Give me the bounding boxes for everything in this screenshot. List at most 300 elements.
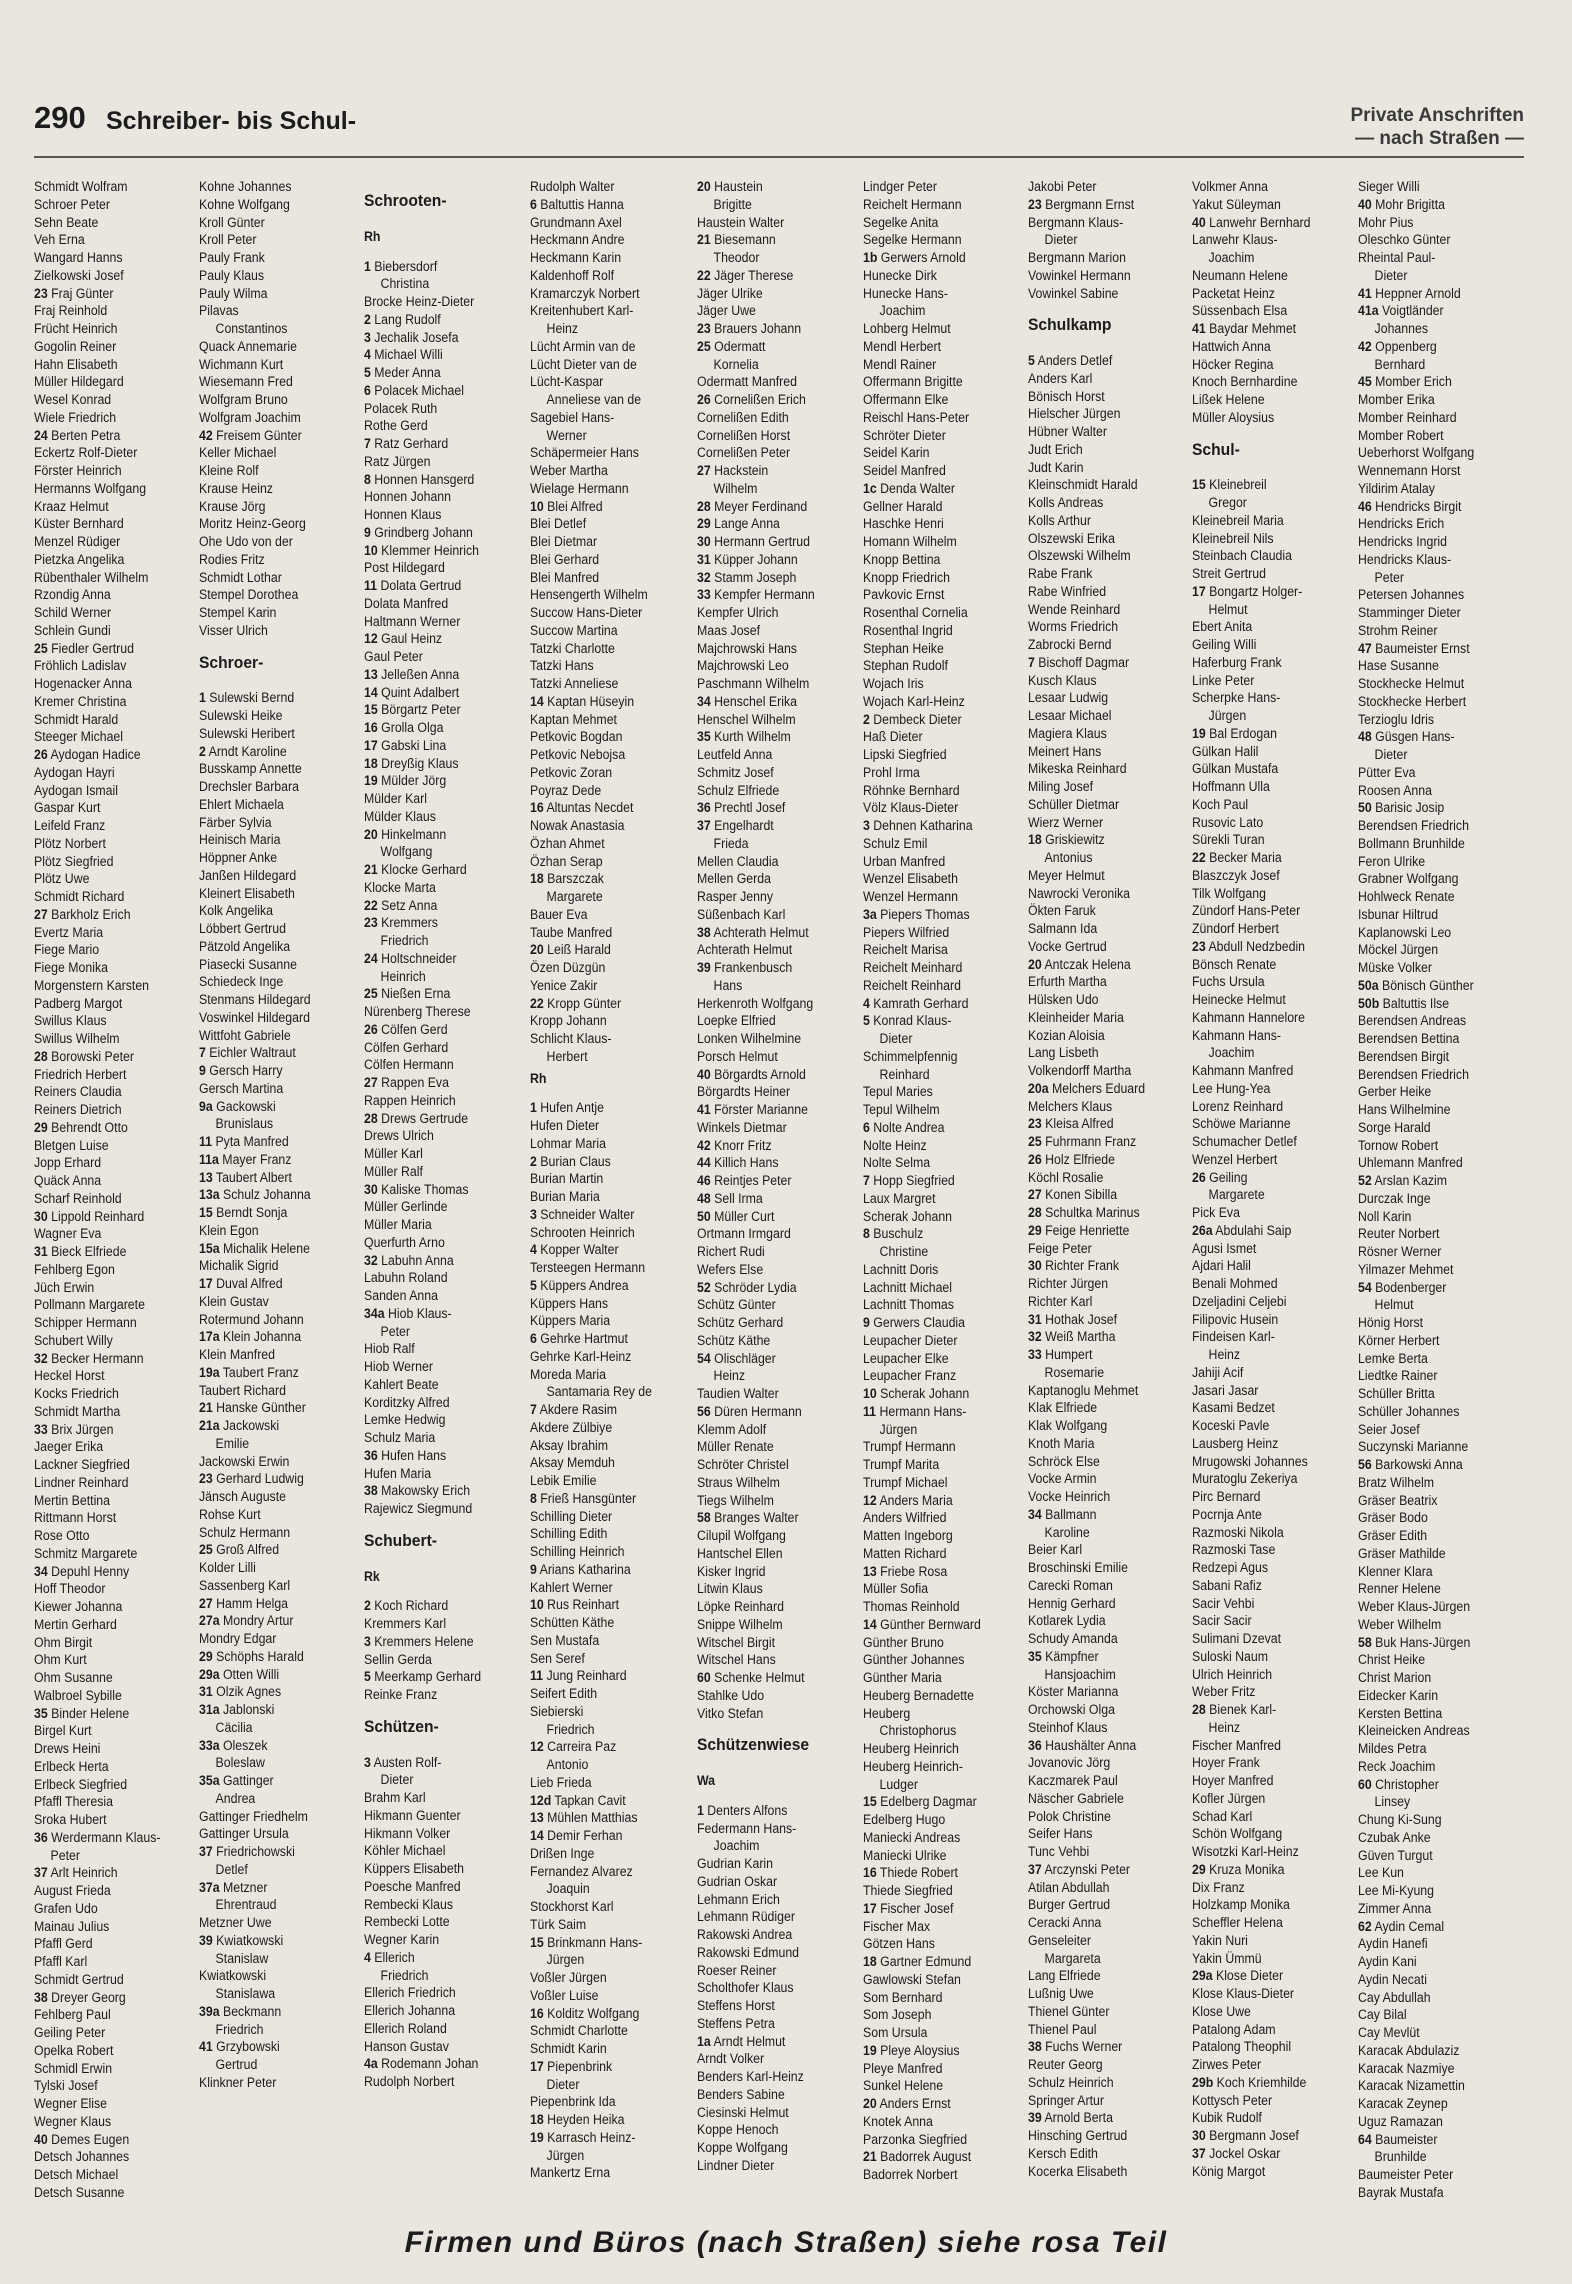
listing-entry: Weber Klaus-Jürgen bbox=[1358, 1599, 1471, 1614]
listing-entry: 37 Arczynski Peter bbox=[1028, 1861, 1131, 1877]
listing-entry: 36 Werdermann Klaus- bbox=[34, 1829, 161, 1845]
listing-entry: 21 Badorrek August bbox=[863, 2149, 972, 2165]
listing-entry: Detsch Susanne bbox=[34, 2184, 125, 2200]
listing-continuation: Jürgen bbox=[546, 1952, 585, 1968]
listing-entry: Schmidt Harald bbox=[34, 711, 119, 727]
listing-continuation: Christophorus bbox=[879, 1723, 957, 1739]
listing-entry: Gülkan Halil bbox=[1192, 743, 1259, 759]
listing-entry: Schön Wolfgang bbox=[1192, 1826, 1283, 1842]
listing-entry: Offermann Elke bbox=[863, 392, 949, 407]
listing-entry: Poyraz Dede bbox=[530, 782, 602, 798]
listing-entry: 33 Brix Jürgen bbox=[34, 1421, 114, 1437]
listing-entry: Reinke Franz bbox=[364, 1687, 438, 1702]
listing-entry: Reuter Georg bbox=[1028, 2057, 1103, 2072]
listing-entry: 52 Schröder Lydia bbox=[697, 1279, 797, 1295]
listing-entry: Rosenthal Ingrid bbox=[863, 622, 953, 638]
listing-entry: Richert Rudi bbox=[697, 1244, 765, 1259]
listing-entry: Kolder Lilli bbox=[199, 1560, 256, 1575]
house-number: 13 bbox=[863, 1563, 877, 1579]
district-code: Rh bbox=[364, 228, 381, 244]
listing-continuation: Heinz bbox=[546, 321, 579, 336]
listing-entry: 25 Groß Alfred bbox=[199, 1542, 280, 1558]
listing-entry: Kersten Bettina bbox=[1358, 1705, 1443, 1721]
listing-entry: Tornow Robert bbox=[1358, 1137, 1439, 1153]
listing-entry: Voßler Jürgen bbox=[530, 1970, 607, 1985]
listing-entry: 15a Michalik Helene bbox=[199, 1240, 310, 1256]
listing-entry: Erlbeck Herta bbox=[34, 1758, 109, 1774]
street-heading: Schrooten- bbox=[364, 191, 447, 210]
listing-entry: Jasari Jasar bbox=[1192, 1382, 1259, 1398]
listing-entry: Hülsken Udo bbox=[1028, 992, 1099, 1007]
listing-entry: Atilan Abdullah bbox=[1028, 1879, 1110, 1895]
house-number: 9a bbox=[199, 1098, 213, 1114]
listing-entry: Erlbeck Siegfried bbox=[34, 1776, 128, 1792]
listing-entry: Dolata Manfred bbox=[364, 595, 449, 611]
listing-entry: Piepenbrink Ida bbox=[530, 2094, 616, 2110]
listing-entry: Wagner Eva bbox=[34, 1226, 102, 1242]
listing-entry: Rothe Gerd bbox=[364, 418, 428, 434]
listing-entry: Cilupil Wolfgang bbox=[697, 1528, 786, 1543]
listing-entry: 31 Küpper Johann bbox=[697, 551, 798, 567]
listing-entry: Hübner Walter bbox=[1028, 424, 1107, 439]
house-number: 27 bbox=[34, 906, 48, 922]
listing-entry: 11 Pyta Manfred bbox=[199, 1134, 289, 1149]
listing-entry: Fehlberg Paul bbox=[34, 2007, 111, 2023]
listing-entry: Vocke Heinrich bbox=[1028, 1489, 1111, 1504]
listing-continuation: Gregor bbox=[1208, 495, 1247, 510]
house-number: 32 bbox=[364, 1252, 378, 1268]
listing-entry: 4 Kamrath Gerhard bbox=[863, 995, 969, 1011]
listing-entry: 60 Christopher bbox=[1358, 1776, 1439, 1792]
listing-entry: 5 Meerkamp Gerhard bbox=[364, 1669, 482, 1685]
listing-entry: Polacek Ruth bbox=[364, 400, 438, 416]
listing-entry: Mertin Gerhard bbox=[34, 1616, 117, 1632]
listing-entry: Köster Marianna bbox=[1028, 1684, 1119, 1700]
listing-entry: 13 Taubert Albert bbox=[199, 1169, 292, 1185]
listing-continuation: Gertrud bbox=[215, 2057, 258, 2072]
house-number: 29a bbox=[1192, 1968, 1213, 1984]
house-number: 21 bbox=[199, 1400, 213, 1416]
house-number: 15 bbox=[364, 702, 378, 718]
house-number: 41 bbox=[199, 2039, 213, 2055]
house-number: 16 bbox=[530, 2005, 544, 2021]
street-heading: Schulkamp bbox=[1028, 315, 1112, 335]
house-number: 29 bbox=[1192, 1861, 1206, 1877]
listing-entry: Heinisch Maria bbox=[199, 832, 281, 848]
listing-entry: 9 Grindberg Johann bbox=[364, 524, 473, 540]
house-number: 11 bbox=[199, 1134, 213, 1149]
listing-entry: Gaspar Kurt bbox=[34, 800, 101, 816]
listing-entry: 30 Lippold Reinhard bbox=[34, 1208, 145, 1224]
house-number: 33a bbox=[199, 1737, 220, 1753]
listing-entry: 10 Scherak Johann bbox=[863, 1386, 970, 1401]
listing-entry: Porsch Helmut bbox=[697, 1048, 778, 1064]
listing-entry: Majchrowski Leo bbox=[697, 658, 789, 674]
house-number: 46 bbox=[697, 1173, 711, 1188]
house-number: 37 bbox=[1028, 1861, 1042, 1877]
listing-entry: 6 Nolte Andrea bbox=[863, 1119, 945, 1135]
listing-entry: Sanden Anna bbox=[364, 1288, 438, 1303]
listing-continuation: Dieter bbox=[1044, 232, 1078, 248]
listing-entry: Mellen Claudia bbox=[697, 853, 779, 869]
listing-entry: 14 Günther Bernward bbox=[863, 1616, 981, 1632]
listing-entry: Türk Saim bbox=[530, 1916, 587, 1932]
house-number: 19a bbox=[199, 1364, 220, 1380]
house-number: 11 bbox=[530, 1668, 544, 1684]
street-heading: Schul- bbox=[1192, 439, 1240, 459]
listing-entry: Succow Martina bbox=[530, 622, 618, 638]
listing-entry: Lücht Armin van de bbox=[530, 338, 636, 354]
house-number: 10 bbox=[863, 1386, 877, 1401]
listing-entry: Trumpf Hermann bbox=[863, 1439, 956, 1455]
listing-continuation: Rosemarie bbox=[1044, 1364, 1105, 1380]
listing-entry: Tatzki Anneliese bbox=[530, 676, 619, 691]
listing-entry: 2 Koch Richard bbox=[364, 1598, 449, 1614]
listing-entry: Lemke Berta bbox=[1358, 1350, 1428, 1366]
house-number: 23 bbox=[34, 285, 48, 301]
listing-entry: Christ Heike bbox=[1358, 1652, 1426, 1668]
listing-continuation: Cäcilia bbox=[215, 1719, 253, 1735]
listing-entry: Springer Artur bbox=[1028, 2092, 1105, 2108]
house-number: 52 bbox=[1358, 1173, 1372, 1188]
listing-entry: Bletgen Luise bbox=[34, 1137, 109, 1153]
listing-entry: Lemke Hedwig bbox=[364, 1412, 446, 1428]
listing-entry: Fiege Monika bbox=[34, 960, 108, 975]
listing-entry: Kubik Rudolf bbox=[1192, 2110, 1262, 2126]
listing-continuation: Constantinos bbox=[215, 321, 288, 336]
listing-entry: Schmidl Erwin bbox=[34, 2060, 113, 2076]
listing-entry: Hikmann Volker bbox=[364, 1825, 451, 1841]
listing-entry: Rotermund Johann bbox=[199, 1311, 304, 1327]
directory-columns bbox=[34, 178, 1540, 2208]
listing-entry: 6 Polacek Michael bbox=[364, 382, 464, 398]
listing-entry: Kleinschmidt Harald bbox=[1028, 477, 1138, 493]
listing-entry: Segelke Hermann bbox=[863, 232, 962, 248]
listing-entry: 18 Dreyßig Klaus bbox=[364, 755, 459, 771]
listing-entry: Ciesinski Helmut bbox=[697, 2104, 789, 2120]
listing-entry: Burian Martin bbox=[530, 1171, 604, 1187]
house-number: 39a bbox=[199, 2003, 220, 2019]
listing-entry: 33 Kempfer Hermann bbox=[697, 587, 815, 603]
listing-entry: Seidel Manfred bbox=[863, 463, 946, 478]
listing-entry: Wende Reinhard bbox=[1028, 601, 1121, 617]
listing-entry: 19 Bal Erdogan bbox=[1192, 725, 1277, 741]
listing-entry: 23 Gerhard Ludwig bbox=[199, 1471, 304, 1487]
listing-entry: Kahlert Beate bbox=[364, 1376, 439, 1392]
listing-entry: 21 Biesemann bbox=[697, 232, 776, 248]
listing-entry: Tepul Wilhelm bbox=[863, 1102, 940, 1117]
listing-entry: Heckmann Andre bbox=[530, 232, 625, 248]
listing-entry: Honnen Klaus bbox=[364, 507, 442, 522]
listing-entry: Succow Hans-Dieter bbox=[530, 605, 643, 620]
house-number: 20 bbox=[697, 179, 711, 194]
listing-entry: Genseleiter bbox=[1028, 1932, 1092, 1948]
section-heading-line2: — nach Straßen — bbox=[1355, 128, 1524, 149]
listing-entry: Förster Heinrich bbox=[34, 463, 122, 478]
listing-entry: Wegner Elise bbox=[34, 2096, 108, 2111]
house-number: 58 bbox=[697, 1510, 711, 1526]
house-number: 25 bbox=[697, 338, 711, 354]
listing-entry: Knoch Bernhardine bbox=[1192, 374, 1298, 390]
house-number: 26 bbox=[697, 392, 711, 407]
listing-entry: Karacak Abdulaziz bbox=[1358, 2042, 1460, 2058]
listing-entry: Scharf Reinhold bbox=[34, 1190, 122, 1206]
listing-entry: 17a Klein Johanna bbox=[199, 1329, 302, 1345]
listing-entry: Czubak Anke bbox=[1358, 1829, 1431, 1845]
listing-entry: Som Ursula bbox=[863, 2025, 928, 2040]
listing-entry: 16 Altuntas Necdet bbox=[530, 800, 634, 816]
listing-entry: Schulz Maria bbox=[364, 1430, 436, 1445]
listing-entry: Schild Werner bbox=[34, 605, 112, 620]
listing-entry: Schrooten Heinrich bbox=[530, 1224, 635, 1240]
listing-entry: Maas Josef bbox=[697, 622, 761, 638]
listing-entry: Thiede Siegfried bbox=[863, 1883, 953, 1898]
header-rule bbox=[34, 156, 1524, 158]
listing-entry: Pocrnja Ante bbox=[1192, 1506, 1262, 1522]
listing-entry: 1 Biebersdorf bbox=[364, 258, 438, 274]
house-number: 31 bbox=[199, 1684, 213, 1700]
listing-entry: Schröter Dieter bbox=[863, 427, 946, 443]
listing-entry: 36 Prechtl Josef bbox=[697, 800, 786, 816]
listing-entry: Tylski Josef bbox=[34, 2078, 98, 2094]
listing-entry: Siebierski bbox=[530, 1703, 584, 1719]
listing-entry: 46 Hendricks Birgit bbox=[1358, 498, 1462, 514]
listing-entry: Schulz Elfriede bbox=[697, 782, 780, 798]
listing-entry: Straus Wilhelm bbox=[697, 1474, 780, 1490]
house-number: 62 bbox=[1358, 1918, 1372, 1934]
listing-entry: Klak Wolfgang bbox=[1028, 1418, 1108, 1433]
listing-entry: Wierz Werner bbox=[1028, 814, 1104, 830]
listing-entry: Lang Elfriede bbox=[1028, 1968, 1101, 1984]
listing-entry: Wangard Hanns bbox=[34, 250, 123, 265]
listing-entry: Nawrocki Veronika bbox=[1028, 885, 1131, 901]
listing-continuation: Friedrich bbox=[546, 1721, 595, 1737]
listing-entry: 8 Frieß Hansgünter bbox=[530, 1490, 637, 1506]
listing-entry: 23 Kremmers bbox=[364, 915, 438, 931]
house-number: 1 bbox=[697, 1802, 704, 1818]
listing-entry: Yenice Zakir bbox=[530, 977, 598, 993]
listing-continuation: Dieter bbox=[1374, 267, 1408, 283]
listing-continuation: Heinrich bbox=[380, 968, 426, 984]
house-number: 14 bbox=[364, 684, 378, 700]
listing-entry: Kaldenhoff Rolf bbox=[530, 267, 615, 283]
listing-entry: 34 Henschel Erika bbox=[697, 693, 797, 709]
listing-entry: 38 Fuchs Werner bbox=[1028, 2039, 1123, 2055]
listing-entry: Kaptanoglu Mehmet bbox=[1028, 1382, 1139, 1398]
listing-entry: Kersch Edith bbox=[1028, 2145, 1098, 2161]
house-number: 38 bbox=[34, 1989, 48, 2005]
listing-continuation: Karoline bbox=[1044, 1524, 1090, 1540]
listing-entry: Cay Abdullah bbox=[1358, 1989, 1431, 2005]
listing-entry: Schüller Johannes bbox=[1358, 1403, 1460, 1419]
listing-entry: Schipper Hermann bbox=[34, 1315, 137, 1330]
house-number: 35 bbox=[34, 1705, 48, 1721]
listing-entry: Yakin Ümmü bbox=[1192, 1950, 1262, 1966]
house-number: 10 bbox=[364, 542, 378, 558]
listing-entry: Yakin Nuri bbox=[1192, 1932, 1248, 1948]
listing-entry: 23 Fraj Günter bbox=[34, 285, 114, 301]
listing-entry: 34 Ballmann bbox=[1028, 1506, 1097, 1522]
listing-entry: Sunkel Helene bbox=[863, 2078, 944, 2094]
house-number: 18 bbox=[863, 1954, 877, 1969]
listing-entry: Kahmann Hans- bbox=[1192, 1027, 1282, 1043]
listing-entry: Küppers Maria bbox=[530, 1313, 611, 1329]
listing-entry: Kasami Bedzet bbox=[1192, 1400, 1275, 1416]
listing-entry: Aydin Hanefi bbox=[1358, 1936, 1428, 1952]
listing-entry: 7 Bischoff Dagmar bbox=[1028, 654, 1130, 670]
house-number: 39 bbox=[199, 1932, 213, 1948]
listing-entry: August Frieda bbox=[34, 1883, 111, 1898]
listing-entry: 9 Arians Katharina bbox=[530, 1561, 631, 1577]
house-number: 31 bbox=[697, 551, 711, 567]
listing-entry: 11 Jung Reinhard bbox=[530, 1668, 627, 1684]
listing-entry: Pfaffl Karl bbox=[34, 1954, 88, 1969]
listing-entry: 37 Jockel Oskar bbox=[1192, 2145, 1281, 2161]
listing-entry: 30 Hermann Gertrud bbox=[697, 534, 811, 549]
listing-entry: 41 Baydar Mehmet bbox=[1192, 321, 1297, 336]
listing-entry: 29b Koch Kriemhilde bbox=[1192, 2074, 1307, 2090]
listing-entry: Labuhn Roland bbox=[364, 1270, 448, 1286]
listing-entry: 35 Binder Helene bbox=[34, 1705, 130, 1721]
listing-entry: 15 Edelberg Dagmar bbox=[863, 1794, 977, 1810]
listing-entry: Zabrocki Bernd bbox=[1028, 637, 1112, 652]
listing-entry: Steffens Petra bbox=[697, 2015, 775, 2031]
house-number: 50 bbox=[1358, 800, 1372, 816]
listing-entry: Schmitz Margarete bbox=[34, 1545, 138, 1561]
listing-entry: Haß Dieter bbox=[863, 729, 923, 745]
listing-entry: 26 Aydogan Hadice bbox=[34, 747, 141, 762]
listing-entry: Kozian Aloisia bbox=[1028, 1027, 1105, 1043]
listing-entry: 40 Mohr Brigitta bbox=[1358, 196, 1445, 212]
listing-entry: Ellerich Roland bbox=[364, 2020, 447, 2036]
listing-entry: Aydogan Hayri bbox=[34, 764, 115, 780]
house-number: 54 bbox=[1358, 1279, 1372, 1295]
house-number: 23 bbox=[1192, 938, 1206, 954]
listing-entry: Stempel Dorothea bbox=[199, 587, 299, 603]
listing-entry: Kohne Johannes bbox=[199, 179, 292, 194]
listing-entry: 62 Aydin Cemal bbox=[1358, 1918, 1445, 1934]
listing-entry: Sorge Harald bbox=[1358, 1119, 1431, 1135]
listing-entry: Benders Sabine bbox=[697, 2086, 785, 2102]
listing-entry: 21 Hanske Günther bbox=[199, 1400, 306, 1416]
listing-entry: Müller Maria bbox=[364, 1217, 432, 1232]
listing-entry: Polok Christine bbox=[1028, 1808, 1111, 1824]
listing-entry: Reiners Dietrich bbox=[34, 1102, 122, 1117]
district-code: Rh bbox=[530, 1070, 547, 1086]
listing-entry: Brocke Heinz-Dieter bbox=[364, 294, 475, 309]
listing-entry: Steeger Michael bbox=[34, 729, 124, 745]
listing-entry: Achterath Helmut bbox=[697, 942, 793, 958]
listing-entry: Stephan Heike bbox=[863, 640, 944, 656]
house-number: 19 bbox=[1192, 725, 1206, 741]
listing-continuation: Anneliese van de bbox=[546, 392, 642, 407]
listing-entry: Olszewski Erika bbox=[1028, 530, 1115, 546]
house-number: 22 bbox=[697, 267, 711, 283]
listing-entry: Wenzel Herbert bbox=[1192, 1151, 1278, 1167]
house-number: 26a bbox=[1192, 1222, 1213, 1238]
house-number: 37 bbox=[697, 818, 711, 833]
listing-entry: Pilavas bbox=[199, 303, 239, 319]
house-number: 34a bbox=[364, 1305, 385, 1321]
listing-continuation: Friedrich bbox=[380, 1967, 429, 1983]
listing-entry: 35a Gattinger bbox=[199, 1773, 274, 1788]
listing-entry: Tersteegen Hermann bbox=[530, 1260, 646, 1275]
listing-entry: 29a Klose Dieter bbox=[1192, 1968, 1284, 1984]
listing-entry: Rabe Frank bbox=[1028, 566, 1093, 581]
listing-entry: Stockhorst Karl bbox=[530, 1899, 614, 1914]
listing-entry: 42 Freisem Günter bbox=[199, 427, 302, 443]
listing-entry: Zündorf Hans-Peter bbox=[1192, 903, 1301, 919]
listing-entry: 20 Leiß Harald bbox=[530, 942, 611, 958]
listing-entry: Wenzel Hermann bbox=[863, 889, 958, 904]
house-number: 8 bbox=[364, 471, 371, 487]
listing-entry: 30 Richter Frank bbox=[1028, 1258, 1120, 1274]
listing-entry: Grafen Udo bbox=[34, 1900, 98, 1916]
listing-entry: Stockhecke Herbert bbox=[1358, 693, 1467, 709]
listing-entry: 39 Arnold Berta bbox=[1028, 2110, 1113, 2126]
listing-entry: Schmidt Lothar bbox=[199, 569, 282, 585]
listing-entry: Ueberhorst Wolfgang bbox=[1358, 445, 1475, 461]
listing-entry: Klein Gustav bbox=[199, 1293, 269, 1309]
listing-entry: Schlein Gundi bbox=[34, 622, 111, 638]
house-number: 2 bbox=[364, 311, 371, 327]
listing-entry: Haferburg Frank bbox=[1192, 654, 1282, 670]
listing-entry: 54 Bodenberger bbox=[1358, 1279, 1447, 1295]
listing-entry: Wojach Karl-Heinz bbox=[863, 693, 965, 709]
listing-entry: 50a Bönisch Günther bbox=[1358, 977, 1474, 993]
listing-entry: Leupacher Elke bbox=[863, 1350, 949, 1366]
listing-entry: Ehlert Michaela bbox=[199, 796, 284, 812]
house-number: 29a bbox=[199, 1666, 220, 1682]
house-number: 3 bbox=[364, 1633, 371, 1649]
house-number: 40 bbox=[1358, 196, 1372, 212]
listing-entry: Grabner Wolfgang bbox=[1358, 871, 1459, 887]
house-number: 27a bbox=[199, 1613, 220, 1629]
house-number: 12 bbox=[863, 1492, 877, 1508]
listing-entry: Schütz Käthe bbox=[697, 1332, 771, 1348]
listing-entry: Herkenroth Wolfgang bbox=[697, 995, 814, 1011]
listing-entry: 10 Rus Reinhart bbox=[530, 1597, 620, 1613]
listing-entry: Klinkner Peter bbox=[199, 2074, 277, 2090]
house-number: 3 bbox=[364, 329, 371, 345]
listing-entry: Petersen Johannes bbox=[1358, 587, 1465, 603]
page-header bbox=[34, 100, 1524, 149]
listing-entry: Hufen Maria bbox=[364, 1465, 432, 1481]
listing-entry: 20 Anders Ernst bbox=[863, 2096, 951, 2111]
listing-entry: Ökten Faruk bbox=[1028, 903, 1096, 919]
house-number: 10 bbox=[530, 1597, 544, 1613]
house-number: 45 bbox=[1358, 374, 1372, 390]
page-number: 290 bbox=[34, 100, 86, 135]
listing-continuation: Peter bbox=[1374, 569, 1405, 585]
house-number: 24 bbox=[34, 427, 48, 443]
listing-entry: 6 Baltuttis Hanna bbox=[530, 196, 624, 212]
listing-entry: Nolte Heinz bbox=[863, 1137, 927, 1153]
listing-entry: Müller Gerlinde bbox=[364, 1199, 448, 1215]
listing-continuation: Dieter bbox=[879, 1031, 913, 1046]
listing-entry: Yakut Süleyman bbox=[1192, 196, 1281, 212]
listing-entry: Kisker Ingrid bbox=[697, 1563, 766, 1579]
listing-entry: Hufen Dieter bbox=[530, 1118, 600, 1133]
listing-entry: Bauer Eva bbox=[530, 906, 588, 922]
listing-entry: Mülder Klaus bbox=[364, 808, 436, 824]
listing-entry: Kocerka Elisabeth bbox=[1028, 2163, 1128, 2179]
listing-entry: Gehrke Karl-Heinz bbox=[530, 1348, 632, 1364]
listing-entry: Jaeger Erika bbox=[34, 1439, 104, 1455]
listing-entry: Hunecke Hans- bbox=[863, 285, 948, 301]
directory-column-3 bbox=[364, 178, 511, 2208]
house-number: 17a bbox=[199, 1329, 220, 1345]
